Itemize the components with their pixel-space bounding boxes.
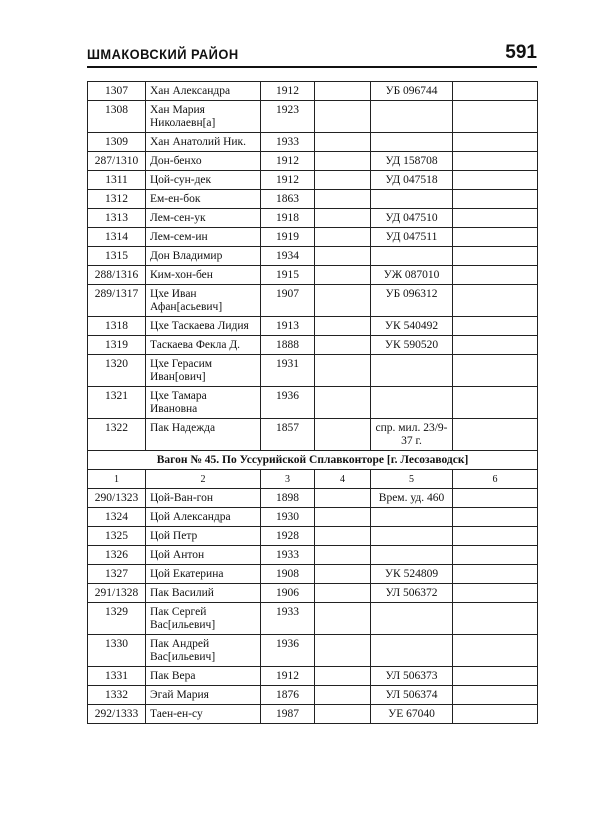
record-number: 1332 <box>88 686 146 705</box>
register-table <box>87 81 538 724</box>
birth-year: 1930 <box>261 508 315 527</box>
table-row <box>88 705 538 724</box>
empty-cell <box>453 266 538 285</box>
document-number: УК 524809 <box>371 565 453 584</box>
birth-year: 1918 <box>261 209 315 228</box>
birth-year: 1913 <box>261 317 315 336</box>
empty-cell <box>315 171 371 190</box>
column-number: 5 <box>371 470 453 489</box>
column-number: 1 <box>88 470 146 489</box>
birth-year: 1933 <box>261 133 315 152</box>
birth-year: 1857 <box>261 419 315 451</box>
record-number: 1322 <box>88 419 146 451</box>
record-number: 1327 <box>88 565 146 584</box>
birth-year: 1987 <box>261 705 315 724</box>
document-number: УБ 096312 <box>371 285 453 317</box>
column-number: 2 <box>146 470 261 489</box>
empty-cell <box>453 546 538 565</box>
empty-cell <box>315 317 371 336</box>
wagon-45-table-body <box>88 451 538 724</box>
empty-cell <box>315 546 371 565</box>
empty-cell <box>315 266 371 285</box>
table-row <box>88 336 538 355</box>
empty-cell <box>315 603 371 635</box>
document-number <box>371 603 453 635</box>
table-row <box>88 266 538 285</box>
empty-cell <box>453 527 538 546</box>
document-number <box>371 355 453 387</box>
header-rule <box>87 66 537 68</box>
person-name: Таен-ен-су <box>146 705 261 724</box>
document-number: УЕ 67040 <box>371 705 453 724</box>
person-name: Цой Александра <box>146 508 261 527</box>
empty-cell <box>315 705 371 724</box>
table-row <box>88 247 538 266</box>
person-name: Пак Вера <box>146 667 261 686</box>
table-row <box>88 419 538 451</box>
record-number: 1313 <box>88 209 146 228</box>
record-number: 1311 <box>88 171 146 190</box>
person-name: Хан Александра <box>146 82 261 101</box>
birth-year: 1919 <box>261 228 315 247</box>
empty-cell <box>315 565 371 584</box>
birth-year: 1933 <box>261 546 315 565</box>
person-name: Цой-сун-дек <box>146 171 261 190</box>
person-name: Пак Андрей Вас[ильевич] <box>146 635 261 667</box>
person-name: Цой Антон <box>146 546 261 565</box>
empty-cell <box>315 355 371 387</box>
empty-cell <box>453 419 538 451</box>
empty-cell <box>453 667 538 686</box>
table-row <box>88 228 538 247</box>
person-name: Лем-сен-ук <box>146 209 261 228</box>
empty-cell <box>315 247 371 266</box>
empty-cell <box>453 228 538 247</box>
page-header <box>87 40 537 70</box>
record-number: 1315 <box>88 247 146 266</box>
birth-year: 1888 <box>261 336 315 355</box>
person-name: Ем-ен-бок <box>146 190 261 209</box>
empty-cell <box>315 101 371 133</box>
empty-cell <box>315 508 371 527</box>
person-name: Цой Екатерина <box>146 565 261 584</box>
table-row <box>88 686 538 705</box>
empty-cell <box>315 667 371 686</box>
birth-year: 1912 <box>261 82 315 101</box>
person-name: Лем-сем-ин <box>146 228 261 247</box>
empty-cell <box>453 584 538 603</box>
birth-year: 1912 <box>261 667 315 686</box>
document-number: УК 590520 <box>371 336 453 355</box>
record-number: 1331 <box>88 667 146 686</box>
empty-cell <box>453 285 538 317</box>
empty-cell <box>453 317 538 336</box>
column-number: 6 <box>453 470 538 489</box>
table-row <box>88 152 538 171</box>
birth-year: 1908 <box>261 565 315 584</box>
person-name: Цхе Тамара Ивановна <box>146 387 261 419</box>
table-row <box>88 387 538 419</box>
document-number <box>371 247 453 266</box>
document-number: УЛ 506374 <box>371 686 453 705</box>
empty-cell <box>315 285 371 317</box>
birth-year: 1912 <box>261 152 315 171</box>
document-number <box>371 546 453 565</box>
column-number: 3 <box>261 470 315 489</box>
empty-cell <box>453 101 538 133</box>
table-row <box>88 171 538 190</box>
document-number: УЖ 087010 <box>371 266 453 285</box>
person-name: Цхе Герасим Иван[ович] <box>146 355 261 387</box>
table-row <box>88 527 538 546</box>
empty-cell <box>453 247 538 266</box>
person-name: Цой Петр <box>146 527 261 546</box>
document-number <box>371 527 453 546</box>
empty-cell <box>453 336 538 355</box>
birth-year: 1863 <box>261 190 315 209</box>
table-row <box>88 603 538 635</box>
table-row <box>88 508 538 527</box>
empty-cell <box>315 686 371 705</box>
birth-year: 1936 <box>261 635 315 667</box>
birth-year: 1907 <box>261 285 315 317</box>
empty-cell <box>315 82 371 101</box>
document-number: УК 540492 <box>371 317 453 336</box>
empty-cell <box>453 82 538 101</box>
table-row <box>88 317 538 336</box>
document-number: спр. мил. 23/9-37 г. <box>371 419 453 451</box>
register-table-body <box>88 82 538 451</box>
birth-year: 1928 <box>261 527 315 546</box>
document-number <box>371 133 453 152</box>
birth-year: 1933 <box>261 603 315 635</box>
table-row <box>88 565 538 584</box>
person-name: Эгай Мария <box>146 686 261 705</box>
running-head: ШМАКОВСКИЙ РАЙОН <box>87 46 239 62</box>
record-number: 290/1323 <box>88 489 146 508</box>
table-row <box>88 546 538 565</box>
document-number <box>371 635 453 667</box>
empty-cell <box>453 565 538 584</box>
person-name: Пак Сергей Вас[ильевич] <box>146 603 261 635</box>
document-number: УЛ 506372 <box>371 584 453 603</box>
document-number <box>371 387 453 419</box>
birth-year: 1912 <box>261 171 315 190</box>
column-number-row <box>88 470 538 489</box>
empty-cell <box>453 133 538 152</box>
table-row <box>88 82 538 101</box>
table-row <box>88 133 538 152</box>
table-row <box>88 489 538 508</box>
person-name: Цхе Иван Афан[асьевич] <box>146 285 261 317</box>
column-number: 4 <box>315 470 371 489</box>
empty-cell <box>315 336 371 355</box>
document-number: УБ 096744 <box>371 82 453 101</box>
record-number: 287/1310 <box>88 152 146 171</box>
table-row <box>88 285 538 317</box>
person-name: Хан Анатолий Ник. <box>146 133 261 152</box>
empty-cell <box>453 508 538 527</box>
table-row <box>88 584 538 603</box>
empty-cell <box>453 635 538 667</box>
record-number: 1308 <box>88 101 146 133</box>
page-number: 591 <box>505 42 537 63</box>
record-number: 1326 <box>88 546 146 565</box>
empty-cell <box>453 603 538 635</box>
record-number: 1321 <box>88 387 146 419</box>
empty-cell <box>315 387 371 419</box>
record-number: 1330 <box>88 635 146 667</box>
person-name: Ким-хон-бен <box>146 266 261 285</box>
birth-year: 1936 <box>261 387 315 419</box>
empty-cell <box>453 209 538 228</box>
section-title-row <box>88 451 538 470</box>
empty-cell <box>453 387 538 419</box>
record-number: 1329 <box>88 603 146 635</box>
record-number: 1307 <box>88 82 146 101</box>
document-number: Врем. уд. 460 <box>371 489 453 508</box>
person-name: Дон Владимир <box>146 247 261 266</box>
birth-year: 1915 <box>261 266 315 285</box>
record-number: 291/1328 <box>88 584 146 603</box>
empty-cell <box>315 584 371 603</box>
document-number: УД 047511 <box>371 228 453 247</box>
person-name: Цой-Ван-гон <box>146 489 261 508</box>
table-row <box>88 355 538 387</box>
empty-cell <box>453 355 538 387</box>
birth-year: 1906 <box>261 584 315 603</box>
person-name: Пак Василий <box>146 584 261 603</box>
birth-year: 1923 <box>261 101 315 133</box>
empty-cell <box>315 190 371 209</box>
record-number: 1324 <box>88 508 146 527</box>
person-name: Цхе Таскаева Лидия <box>146 317 261 336</box>
document-number <box>371 508 453 527</box>
person-name: Дон-бенхо <box>146 152 261 171</box>
empty-cell <box>315 419 371 451</box>
birth-year: 1931 <box>261 355 315 387</box>
empty-cell <box>315 635 371 667</box>
birth-year: 1934 <box>261 247 315 266</box>
record-number: 288/1316 <box>88 266 146 285</box>
empty-cell <box>453 686 538 705</box>
record-number: 1314 <box>88 228 146 247</box>
empty-cell <box>315 527 371 546</box>
birth-year: 1898 <box>261 489 315 508</box>
empty-cell <box>453 705 538 724</box>
record-number: 1318 <box>88 317 146 336</box>
table-row <box>88 667 538 686</box>
record-number: 1309 <box>88 133 146 152</box>
empty-cell <box>453 190 538 209</box>
document-number: УД 047518 <box>371 171 453 190</box>
document-number: УД 047510 <box>371 209 453 228</box>
table-row <box>88 209 538 228</box>
table-row <box>88 190 538 209</box>
record-number: 1325 <box>88 527 146 546</box>
document-number: УЛ 506373 <box>371 667 453 686</box>
document-number <box>371 101 453 133</box>
empty-cell <box>453 489 538 508</box>
record-number: 292/1333 <box>88 705 146 724</box>
table-row <box>88 635 538 667</box>
table-row <box>88 101 538 133</box>
empty-cell <box>315 489 371 508</box>
record-number: 1312 <box>88 190 146 209</box>
person-name: Пак Надежда <box>146 419 261 451</box>
birth-year: 1876 <box>261 686 315 705</box>
record-number: 289/1317 <box>88 285 146 317</box>
empty-cell <box>315 133 371 152</box>
record-number: 1320 <box>88 355 146 387</box>
empty-cell <box>453 171 538 190</box>
empty-cell <box>315 228 371 247</box>
person-name: Таскаева Фекла Д. <box>146 336 261 355</box>
empty-cell <box>453 152 538 171</box>
person-name: Хан Мария Николаевн[а] <box>146 101 261 133</box>
empty-cell <box>315 152 371 171</box>
empty-cell <box>315 209 371 228</box>
record-number: 1319 <box>88 336 146 355</box>
section-title: Вагон № 45. По Уссурийской Сплавконторе [г. Лесозаводск] <box>88 451 538 470</box>
document-number <box>371 190 453 209</box>
document-number: УД 158708 <box>371 152 453 171</box>
